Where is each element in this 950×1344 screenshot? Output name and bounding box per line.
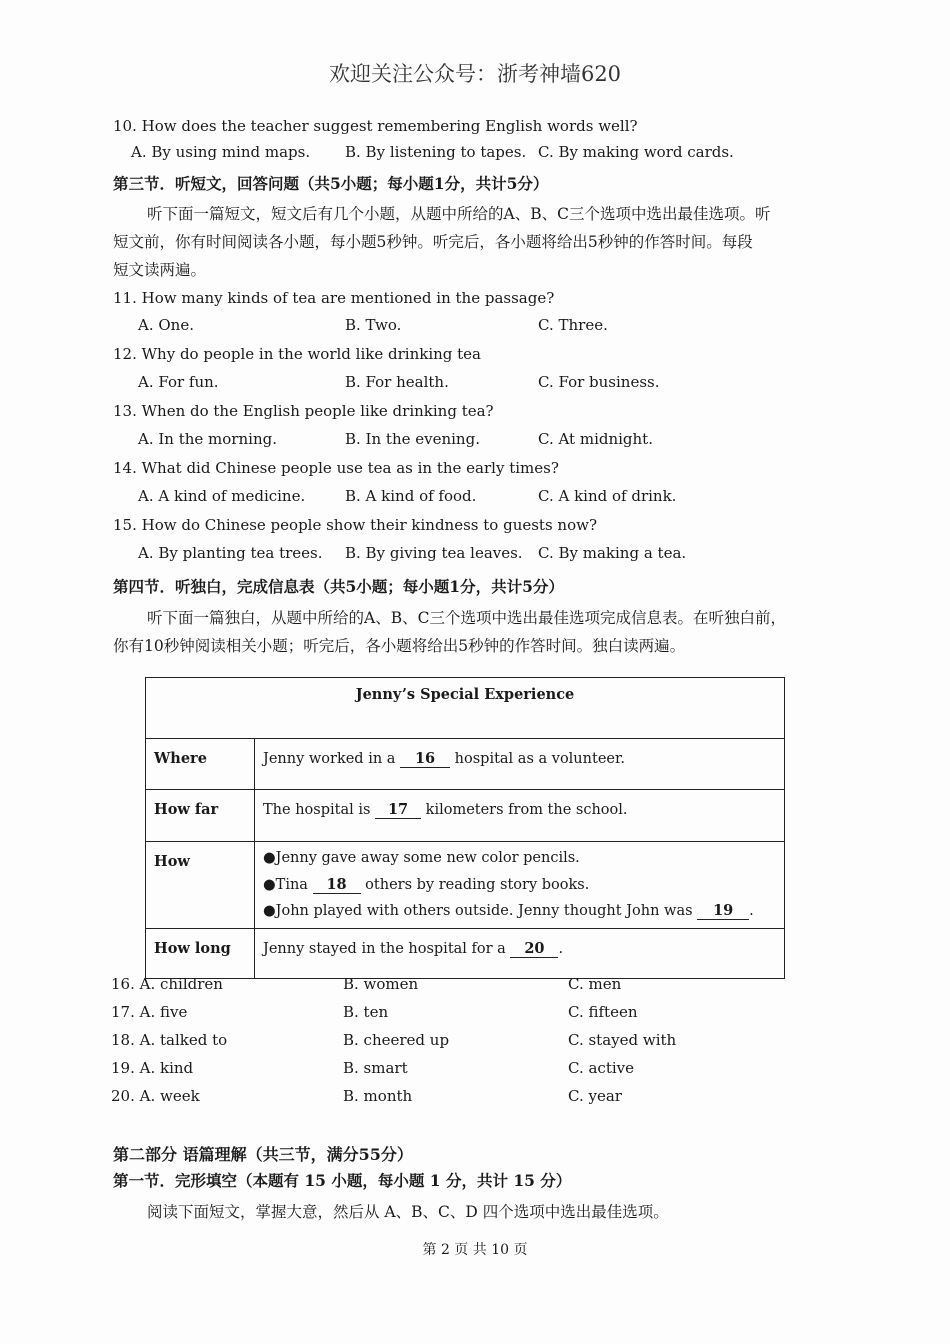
instruction-line: 短文读两遍。 [113,261,207,279]
blank-18: 18 [313,876,361,894]
section-4-instructions [113,604,833,660]
row-value-how [255,842,785,929]
section-3-instructions [113,200,825,284]
instruction-line: 短文前，你有时间阅读各小题，每小题5秒钟。听完后，各小题将给出5秒钟的作答时间。每段 [113,233,753,251]
section-4-title: 第四节．听独白，完成信息表（共5小题；每小题1分，共计5分） [113,577,564,596]
question-11: 11. How many kinds of tea are mentioned in the passage? [113,289,555,307]
option-b: B. women [343,975,419,993]
option-a: 20. A. week [111,1087,200,1105]
blank-19: 19 [697,902,749,920]
option-a: A. By using mind maps. [131,143,311,161]
row-label-where: Where [146,739,255,790]
question-15: 15. How do Chinese people show their kindness to guests now? [113,516,597,534]
option-a: 16. A. children [111,975,223,993]
text: others by reading story books. [365,877,590,893]
row-value-how-long [255,929,785,979]
question-10: 10. How does the teacher suggest remembering English words well? [113,117,638,135]
row-value-how-far [255,790,785,842]
option-b: B. Two. [345,316,402,334]
blank-20: 20 [510,940,558,958]
row-label-how-far: How far [146,790,255,842]
row-label-how: How [146,842,255,929]
option-b: B. By giving tea leaves. [345,544,523,562]
option-a: 19. A. kind [111,1059,194,1077]
options-17 [0,1003,950,1023]
blank-16: 16 [400,750,450,768]
option-b: B. By listening to tapes. [345,143,527,161]
instruction-line: 你有10秒钟阅读相关小题；听完后，各小题将给出5秒钟的作答时间。独白读两遍。 [113,637,686,655]
page-footer: 第 2 页 共 10 页 [422,1242,528,1258]
option-a: A. For fun. [138,373,219,391]
option-c: C. By making word cards. [538,143,734,161]
option-a: A. In the morning. [138,430,277,448]
option-c: C. Three. [538,316,608,334]
table-title: Jenny’s Special Experience [146,678,785,739]
option-c: C. men [568,975,622,993]
text: kilometers from the school. [425,802,628,818]
option-c: C. stayed with [568,1031,677,1049]
blank-17: 17 [375,801,421,819]
text: . [749,903,754,919]
options-18 [0,1031,950,1051]
question-12-options [0,373,950,393]
text: ●Tina [263,877,308,893]
option-c: C. fifteen [568,1003,638,1021]
section-3-title: 第三节．听短文，回答问题（共5小题；每小题1分，共计5分） [113,174,549,193]
instruction-line: 听下面一篇短文，短文后有几个小题，从题中所给的A、B、C三个选项中选出最佳选项。听 [147,205,771,223]
option-b: B. A kind of food. [345,487,477,505]
text: Jenny stayed in the hospital for a [263,941,506,957]
question-11-options [0,316,950,336]
option-c: C. year [568,1087,622,1105]
option-b: B. smart [343,1059,408,1077]
option-a: A. A kind of medicine. [138,487,306,505]
text: The hospital is [263,802,371,818]
option-c: C. By making a tea. [538,544,687,562]
row-value-where [255,739,785,790]
option-b: B. In the evening. [345,430,480,448]
part-2-title: 第二部分 语篇理解（共三节，满分55分） [113,1145,413,1164]
option-c: C. A kind of drink. [538,487,677,505]
row-label-how-long: How long [146,929,255,979]
how-line-2 [263,876,784,902]
question-10-options [0,143,950,163]
option-b: B. For health. [345,373,449,391]
options-16 [0,975,950,995]
option-c: C. active [568,1059,634,1077]
question-14-options [0,487,950,507]
question-14: 14. What did Chinese people use tea as in the early times? [113,459,559,477]
part-2-section-1-title: 第一节．完形填空（本题有 15 小题，每小题 1 分，共计 15 分） [113,1171,572,1190]
question-13: 13. When do the English people like drinking tea? [113,402,494,420]
text: hospital as a volunteer. [454,751,625,767]
text: ●John played with others outside. Jenny thought John was [263,903,693,919]
option-a: A. One. [138,316,194,334]
option-c: C. At midnight. [538,430,653,448]
option-a: 18. A. talked to [111,1031,228,1049]
how-line-3 [263,902,784,928]
instruction-line: 听下面一篇独白，从题中所给的A、B、C三个选项中选出最佳选项完成信息表。在听独白前， [147,609,786,627]
option-b: B. month [343,1087,413,1105]
how-line-1: ●Jenny gave away some new color pencils. [263,850,580,866]
part-2-instructions: 阅读下面短文，掌握大意，然后从 A、B、C、D 四个选项中选出最佳选项。 [147,1203,669,1221]
options-20 [0,1087,950,1107]
question-13-options [0,430,950,450]
option-a: 17. A. five [111,1003,188,1021]
question-15-options [0,544,950,564]
text: . [558,941,564,957]
page-header: 欢迎关注公众号：浙考神墙620 [328,62,622,86]
option-b: B. ten [343,1003,389,1021]
option-b: B. cheered up [343,1031,450,1049]
text: Jenny worked in a [263,751,396,767]
info-table [145,677,785,979]
option-a: A. By planting tea trees. [138,544,323,562]
question-12: 12. Why do people in the world like drinking tea [113,345,481,363]
option-c: C. For business. [538,373,660,391]
options-19 [0,1059,950,1079]
